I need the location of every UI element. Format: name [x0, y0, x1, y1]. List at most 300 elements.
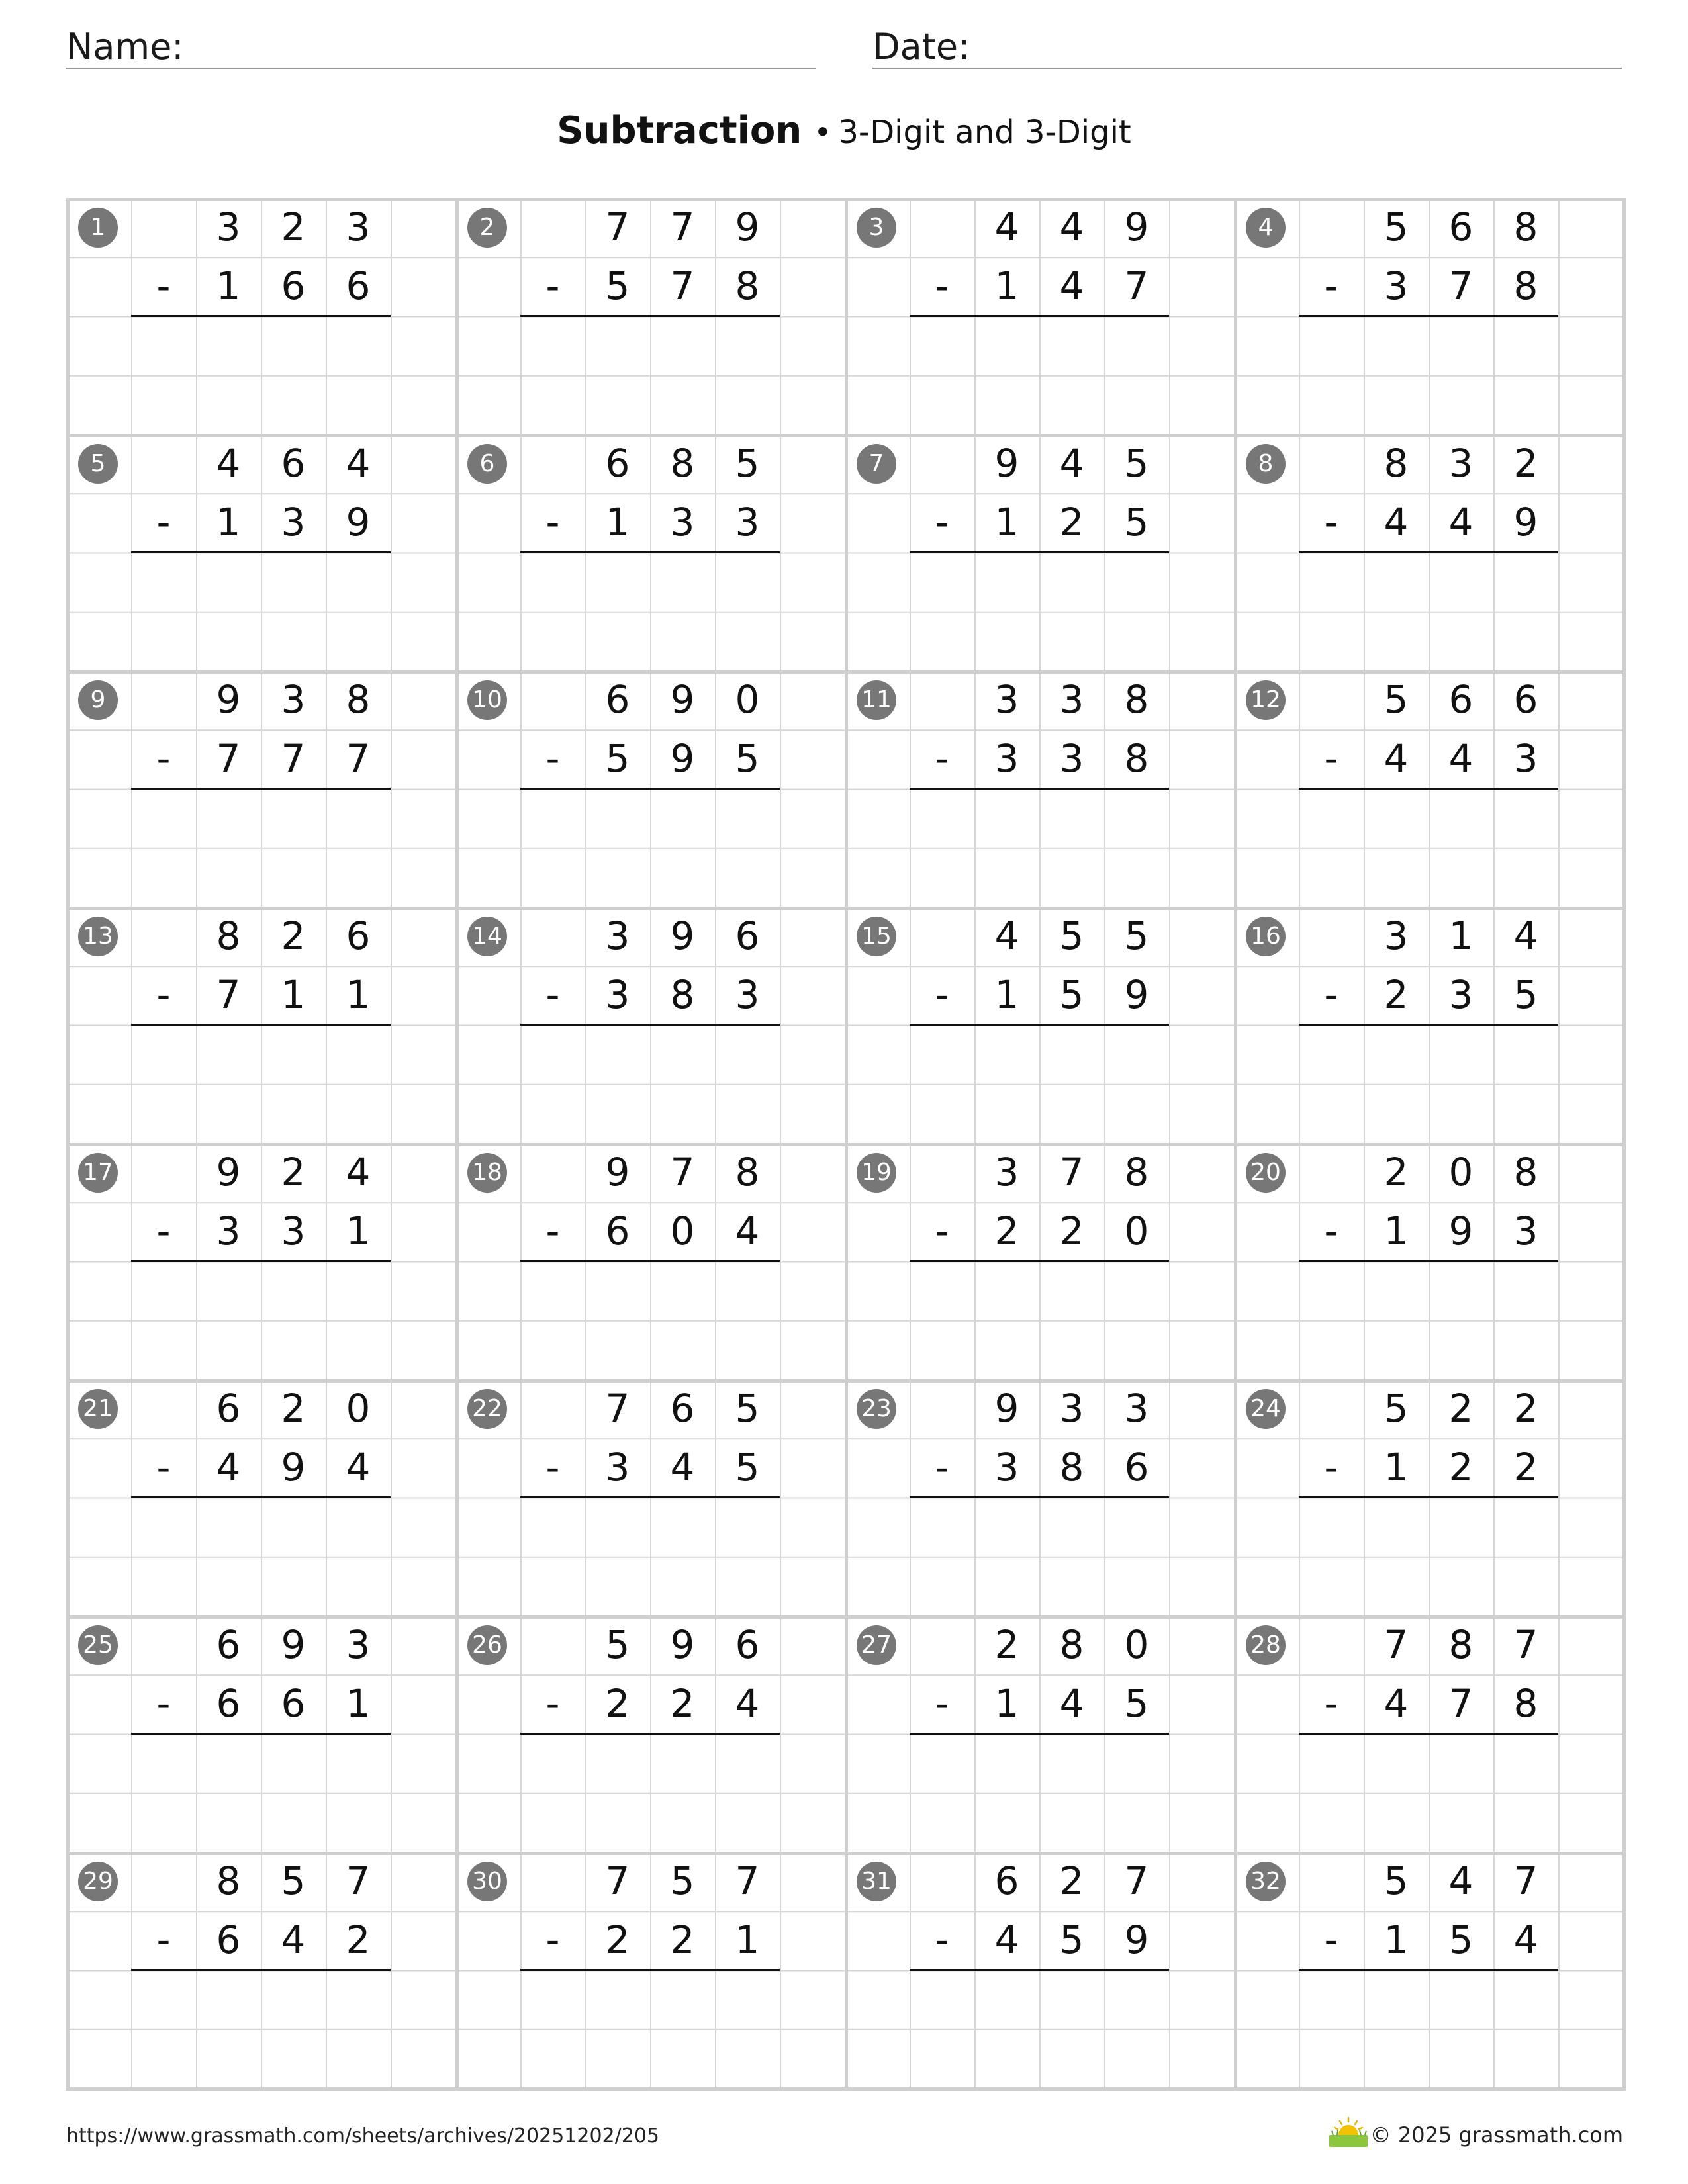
problem-number-badge: 9: [78, 680, 118, 720]
answer-area[interactable]: [131, 1026, 391, 1084]
subtrahend-digit: 1: [994, 500, 1019, 545]
subtrahend-digit: 4: [346, 1445, 371, 1490]
minuend-digit: 4: [994, 205, 1019, 250]
subtrahend-digit: 1: [994, 1681, 1019, 1726]
subtrahend-digit: 4: [735, 1681, 760, 1726]
subtrahend-digit: 3: [281, 1208, 306, 1253]
subtrahend-digit: 4: [735, 1208, 760, 1253]
subtrahend-digit: 4: [994, 1917, 1019, 1962]
subtrahend-digit: 8: [1513, 1681, 1538, 1726]
minuend-digit: 5: [670, 1858, 695, 1903]
title-main: Subtraction: [557, 109, 802, 152]
name-field-line[interactable]: [66, 68, 816, 69]
answer-area[interactable]: [131, 1971, 391, 2029]
minuend-digit: 0: [735, 677, 760, 722]
subtrahend-digit: 3: [735, 972, 760, 1017]
minuend-digit: 9: [216, 1150, 241, 1195]
subtrahend-digit: 2: [346, 1917, 371, 1962]
minuend-digit: 6: [216, 1386, 241, 1431]
minuend-digit: 7: [1513, 1622, 1538, 1667]
minuend-digit: 3: [1448, 441, 1474, 486]
subtrahend-digit: 3: [1513, 1208, 1538, 1253]
minuend-digit: 9: [994, 441, 1019, 486]
problem-cell: [455, 670, 845, 907]
answer-area[interactable]: [1299, 1971, 1558, 2029]
minuend-digit: 5: [605, 1622, 630, 1667]
minus-sign: -: [935, 972, 949, 1017]
problem-cell: [66, 670, 455, 907]
problem-number-badge: 8: [1246, 444, 1286, 484]
subtrahend-digit: 3: [994, 736, 1019, 781]
subtrahend-digit: 5: [1448, 1917, 1474, 1962]
minuend-digit: 8: [1059, 1622, 1084, 1667]
minus-sign: -: [935, 1208, 949, 1253]
problem-number-badge: 4: [1246, 208, 1286, 248]
minuend-digit: 9: [670, 1622, 695, 1667]
minus-sign: -: [1324, 1681, 1338, 1726]
minus-sign: -: [156, 263, 171, 308]
subtrahend-digit: 0: [670, 1208, 695, 1253]
answer-area[interactable]: [520, 1971, 780, 2029]
minuend-digit: 6: [346, 913, 371, 958]
subtrahend-digit: 1: [281, 972, 306, 1017]
minuend-digit: 6: [994, 1858, 1019, 1903]
minuend-digit: 8: [735, 1150, 760, 1195]
subtrahend-digit: 4: [1448, 500, 1474, 545]
problem-cell: [1234, 907, 1623, 1143]
subtrahend-digit: 3: [605, 1445, 630, 1490]
minuend-digit: 8: [216, 913, 241, 958]
subtrahend-digit: 2: [670, 1917, 695, 1962]
minus-sign: -: [156, 972, 171, 1017]
minuend-digit: 6: [216, 1622, 241, 1667]
minuend-digit: 3: [1383, 913, 1409, 958]
subtrahend-digit: 6: [605, 1208, 630, 1253]
minuend-digit: 5: [735, 1386, 760, 1431]
answer-area[interactable]: [1299, 1498, 1558, 1557]
subtrahend-digit: 9: [1513, 500, 1538, 545]
minuend-digit: 7: [735, 1858, 760, 1903]
minuend-digit: 7: [605, 205, 630, 250]
subtrahend-digit: 7: [670, 263, 695, 308]
answer-area[interactable]: [131, 553, 391, 612]
minuend-digit: 2: [1059, 1858, 1084, 1903]
footer-copyright: © 2025 grassmath.com: [1370, 2122, 1623, 2148]
minus-sign: -: [935, 263, 949, 308]
subtrahend-digit: 7: [1448, 263, 1474, 308]
minuend-digit: 8: [1513, 1150, 1538, 1195]
subtrahend-digit: 1: [216, 263, 241, 308]
subtrahend-digit: 1: [994, 263, 1019, 308]
subtrahend-digit: 4: [1383, 1681, 1409, 1726]
problem-number-badge: 21: [78, 1389, 118, 1429]
minuend-digit: 3: [346, 205, 371, 250]
subtrahend-digit: 1: [1383, 1445, 1409, 1490]
minuend-digit: 6: [281, 441, 306, 486]
minuend-digit: 8: [1513, 205, 1538, 250]
minus-sign: -: [1324, 1445, 1338, 1490]
problem-number-badge: 11: [857, 680, 896, 720]
problem-cell: [455, 1852, 845, 2088]
subtrahend-digit: 0: [1124, 1208, 1149, 1253]
problem-cell: [455, 434, 845, 670]
minuend-digit: 2: [281, 1386, 306, 1431]
minuend-digit: 6: [735, 913, 760, 958]
problem-cell: [845, 1615, 1234, 1852]
answer-area[interactable]: [520, 1026, 780, 1084]
subtrahend-digit: 2: [1383, 972, 1409, 1017]
minus-sign: -: [935, 736, 949, 781]
subtrahend-digit: 5: [1124, 500, 1149, 545]
worksheet-title: [0, 105, 1688, 159]
minuend-digit: 5: [1124, 913, 1149, 958]
problem-number-badge: 17: [78, 1153, 118, 1193]
subtrahend-digit: 4: [1383, 736, 1409, 781]
subtrahend-digit: 1: [346, 1681, 371, 1726]
answer-area[interactable]: [1299, 1262, 1558, 1320]
minuend-digit: 3: [605, 913, 630, 958]
subtrahend-digit: 5: [735, 1445, 760, 1490]
minuend-digit: 9: [670, 677, 695, 722]
problem-cell: [845, 907, 1234, 1143]
minuend-digit: 4: [1513, 913, 1538, 958]
minuend-digit: 6: [735, 1622, 760, 1667]
subtrahend-digit: 1: [1383, 1917, 1409, 1962]
minuend-digit: 4: [216, 441, 241, 486]
problem-number-badge: 20: [1246, 1153, 1286, 1193]
minus-sign: -: [156, 736, 171, 781]
subtrahend-digit: 7: [216, 736, 241, 781]
subtrahend-digit: 9: [1448, 1208, 1474, 1253]
problem-cell: [1234, 670, 1623, 907]
answer-area[interactable]: [910, 553, 1169, 612]
subtrahend-digit: 9: [1124, 972, 1149, 1017]
subtrahend-digit: 2: [1059, 500, 1084, 545]
minuend-digit: 4: [346, 1150, 371, 1195]
problem-number-badge: 30: [467, 1862, 507, 1901]
minuend-digit: 8: [1448, 1622, 1474, 1667]
problem-number-badge: 3: [857, 208, 896, 248]
subtrahend-digit: 1: [1383, 1208, 1409, 1253]
problem-cell: [66, 198, 455, 434]
answer-area[interactable]: [131, 790, 391, 848]
subtrahend-digit: 8: [1124, 736, 1149, 781]
minuend-digit: 8: [346, 677, 371, 722]
problem-number-badge: 2: [467, 208, 507, 248]
problem-cell: [1234, 1143, 1623, 1379]
problem-number-badge: 27: [857, 1625, 896, 1665]
minuend-digit: 4: [1059, 441, 1084, 486]
minuend-digit: 9: [994, 1386, 1019, 1431]
problem-number-badge: 32: [1246, 1862, 1286, 1901]
subtrahend-digit: 9: [670, 736, 695, 781]
minuend-digit: 3: [346, 1622, 371, 1667]
subtrahend-digit: 4: [216, 1445, 241, 1490]
answer-area[interactable]: [910, 317, 1169, 375]
minuend-digit: 2: [994, 1622, 1019, 1667]
minuend-digit: 9: [735, 205, 760, 250]
minus-sign: -: [545, 500, 560, 545]
problem-cell: [66, 907, 455, 1143]
minuend-digit: 0: [1124, 1622, 1149, 1667]
minuend-digit: 6: [670, 1386, 695, 1431]
minuend-digit: 2: [281, 913, 306, 958]
minuend-digit: 6: [1513, 677, 1538, 722]
title-bullet: •: [814, 114, 832, 150]
subtrahend-digit: 9: [281, 1445, 306, 1490]
minuend-digit: 5: [1383, 1858, 1409, 1903]
minuend-digit: 1: [1448, 913, 1474, 958]
minuend-digit: 6: [1448, 205, 1474, 250]
answer-area[interactable]: [131, 1735, 391, 1793]
subtrahend-digit: 4: [670, 1445, 695, 1490]
answer-area[interactable]: [520, 1735, 780, 1793]
subtrahend-digit: 8: [1059, 1445, 1084, 1490]
subtrahend-digit: 5: [1059, 972, 1084, 1017]
minus-sign: -: [545, 1681, 560, 1726]
problem-cell: [845, 670, 1234, 907]
answer-area[interactable]: [910, 1026, 1169, 1084]
minus-sign: -: [156, 1681, 171, 1726]
date-field-line[interactable]: [872, 68, 1622, 69]
minuend-digit: 2: [281, 205, 306, 250]
subtrahend-digit: 2: [1513, 1445, 1538, 1490]
problem-number-badge: 12: [1246, 680, 1286, 720]
problem-number-badge: 1: [78, 208, 118, 248]
problem-cell: [1234, 1615, 1623, 1852]
subtrahend-digit: 5: [735, 736, 760, 781]
answer-area[interactable]: [1299, 1026, 1558, 1084]
subtrahend-digit: 3: [281, 500, 306, 545]
subtrahend-digit: 4: [1383, 500, 1409, 545]
answer-area[interactable]: [520, 1262, 780, 1320]
subtrahend-digit: 5: [1124, 1681, 1149, 1726]
answer-area[interactable]: [520, 1498, 780, 1557]
minuend-digit: 7: [670, 1150, 695, 1195]
answer-area[interactable]: [1299, 790, 1558, 848]
minuend-digit: 4: [1059, 205, 1084, 250]
minuend-digit: 5: [281, 1858, 306, 1903]
minuend-digit: 0: [346, 1386, 371, 1431]
problem-number-badge: 5: [78, 444, 118, 484]
subtrahend-digit: 2: [670, 1681, 695, 1726]
problem-cell: [845, 198, 1234, 434]
problem-number-badge: 6: [467, 444, 507, 484]
minuend-digit: 6: [1448, 677, 1474, 722]
subtrahend-digit: 1: [346, 1208, 371, 1253]
minuend-digit: 5: [1383, 677, 1409, 722]
minuend-digit: 2: [1383, 1150, 1409, 1195]
answer-area[interactable]: [910, 1735, 1169, 1793]
minus-sign: -: [156, 1208, 171, 1253]
problem-grid: [66, 198, 1623, 2088]
subtrahend-digit: 7: [1448, 1681, 1474, 1726]
subtrahend-digit: 5: [1059, 1917, 1084, 1962]
subtrahend-digit: 7: [1124, 263, 1149, 308]
subtrahend-digit: 5: [605, 263, 630, 308]
minuend-digit: 8: [1383, 441, 1409, 486]
problem-cell: [455, 198, 845, 434]
minuend-digit: 6: [605, 441, 630, 486]
answer-area[interactable]: [520, 553, 780, 612]
subtrahend-digit: 6: [216, 1681, 241, 1726]
minuend-digit: 3: [1059, 677, 1084, 722]
subtrahend-digit: 3: [1448, 972, 1474, 1017]
minus-sign: -: [1324, 263, 1338, 308]
minuend-digit: 3: [281, 677, 306, 722]
minuend-digit: 3: [1124, 1386, 1149, 1431]
subtrahend-digit: 1: [346, 972, 371, 1017]
minus-sign: -: [935, 500, 949, 545]
subtrahend-digit: 3: [1059, 736, 1084, 781]
minus-sign: -: [156, 1917, 171, 1962]
subtrahend-digit: 3: [216, 1208, 241, 1253]
subtrahend-digit: 2: [1059, 1208, 1084, 1253]
title-subtitle: 3-Digit and 3-Digit: [838, 114, 1131, 151]
minus-sign: -: [545, 736, 560, 781]
subtrahend-digit: 2: [1448, 1445, 1474, 1490]
minus-sign: -: [1324, 972, 1338, 1017]
subtrahend-digit: 2: [994, 1208, 1019, 1253]
subtrahend-digit: 8: [670, 972, 695, 1017]
problem-number-badge: 18: [467, 1153, 507, 1193]
minus-sign: -: [545, 972, 560, 1017]
subtrahend-digit: 2: [605, 1917, 630, 1962]
minus-sign: -: [545, 263, 560, 308]
problem-number-badge: 13: [78, 917, 118, 956]
minuend-digit: 4: [346, 441, 371, 486]
subtrahend-digit: 2: [605, 1681, 630, 1726]
minus-sign: -: [545, 1445, 560, 1490]
subtrahend-digit: 9: [346, 500, 371, 545]
minuend-digit: 7: [605, 1386, 630, 1431]
problem-cell: [1234, 434, 1623, 670]
minus-sign: -: [156, 1445, 171, 1490]
minuend-digit: 4: [994, 913, 1019, 958]
minuend-digit: 3: [216, 205, 241, 250]
problem-number-badge: 7: [857, 444, 896, 484]
problem-cell: [455, 1379, 845, 1615]
answer-area[interactable]: [910, 790, 1169, 848]
minuend-digit: 0: [1448, 1150, 1474, 1195]
answer-area[interactable]: [131, 317, 391, 375]
minus-sign: -: [545, 1208, 560, 1253]
problem-number-badge: 26: [467, 1625, 507, 1665]
minuend-digit: 9: [281, 1622, 306, 1667]
answer-area[interactable]: [520, 317, 780, 375]
problem-cell: [66, 434, 455, 670]
minuend-digit: 2: [1448, 1386, 1474, 1431]
answer-area[interactable]: [910, 1262, 1169, 1320]
minus-sign: -: [1324, 1208, 1338, 1253]
problem-cell: [845, 434, 1234, 670]
problem-cell: [845, 1143, 1234, 1379]
name-label: Name:: [66, 26, 184, 68]
problem-cell: [455, 1143, 845, 1379]
minuend-digit: 7: [1383, 1622, 1409, 1667]
answer-area[interactable]: [131, 1262, 391, 1320]
minuend-digit: 3: [1059, 1386, 1084, 1431]
problem-number-badge: 10: [467, 680, 507, 720]
subtrahend-digit: 4: [281, 1917, 306, 1962]
minuend-digit: 9: [216, 677, 241, 722]
answer-area[interactable]: [910, 1971, 1169, 2029]
minuend-digit: 3: [994, 1150, 1019, 1195]
subtrahend-digit: 4: [1059, 1681, 1084, 1726]
minuend-digit: 2: [281, 1150, 306, 1195]
answer-area[interactable]: [1299, 553, 1558, 612]
minuend-digit: 3: [994, 677, 1019, 722]
date-label: Date:: [872, 26, 970, 68]
subtrahend-digit: 7: [216, 972, 241, 1017]
minuend-digit: 9: [1124, 205, 1149, 250]
minuend-digit: 7: [670, 205, 695, 250]
answer-area[interactable]: [1299, 1735, 1558, 1793]
problem-cell: [455, 907, 845, 1143]
subtrahend-digit: 8: [735, 263, 760, 308]
problem-number-badge: 23: [857, 1389, 896, 1429]
minus-sign: -: [935, 1445, 949, 1490]
minus-sign: -: [935, 1681, 949, 1726]
problem-number-badge: 24: [1246, 1389, 1286, 1429]
subtrahend-digit: 1: [216, 500, 241, 545]
minuend-digit: 9: [605, 1150, 630, 1195]
minuend-digit: 4: [1448, 1858, 1474, 1903]
subtrahend-digit: 3: [1383, 263, 1409, 308]
subtrahend-digit: 8: [1513, 263, 1538, 308]
subtrahend-digit: 7: [281, 736, 306, 781]
problem-cell: [66, 1379, 455, 1615]
subtrahend-digit: 6: [281, 1681, 306, 1726]
problem-cell: [66, 1143, 455, 1379]
minuend-digit: 5: [1124, 441, 1149, 486]
subtrahend-digit: 4: [1448, 736, 1474, 781]
subtrahend-digit: 1: [735, 1917, 760, 1962]
minus-sign: -: [156, 500, 171, 545]
subtrahend-digit: 7: [346, 736, 371, 781]
subtrahend-digit: 9: [1124, 1917, 1149, 1962]
subtrahend-digit: 1: [605, 500, 630, 545]
problem-number-badge: 28: [1246, 1625, 1286, 1665]
subtrahend-digit: 6: [1124, 1445, 1149, 1490]
problem-cell: [845, 1379, 1234, 1615]
subtrahend-digit: 3: [605, 972, 630, 1017]
problem-cell: [1234, 1379, 1623, 1615]
answer-area[interactable]: [1299, 317, 1558, 375]
minuend-digit: 7: [1513, 1858, 1538, 1903]
problem-number-badge: 15: [857, 917, 896, 956]
minuend-digit: 8: [216, 1858, 241, 1903]
minuend-digit: 8: [670, 441, 695, 486]
minuend-digit: 7: [605, 1858, 630, 1903]
problem-number-badge: 14: [467, 917, 507, 956]
subtrahend-digit: 6: [216, 1917, 241, 1962]
minus-sign: -: [1324, 736, 1338, 781]
grass-sun-logo-icon: [1327, 2115, 1370, 2150]
minuend-digit: 5: [735, 441, 760, 486]
problem-cell: [1234, 198, 1623, 434]
minus-sign: -: [1324, 1917, 1338, 1962]
answer-area[interactable]: [131, 1498, 391, 1557]
answer-area[interactable]: [520, 790, 780, 848]
answer-area[interactable]: [910, 1498, 1169, 1557]
minuend-digit: 5: [1383, 1386, 1409, 1431]
footer-url: https://www.grassmath.com/sheets/archives/20251202/205: [66, 2124, 660, 2148]
subtrahend-digit: 3: [994, 1445, 1019, 1490]
minuend-digit: 5: [1383, 205, 1409, 250]
minuend-digit: 8: [1124, 677, 1149, 722]
problem-number-badge: 19: [857, 1153, 896, 1193]
